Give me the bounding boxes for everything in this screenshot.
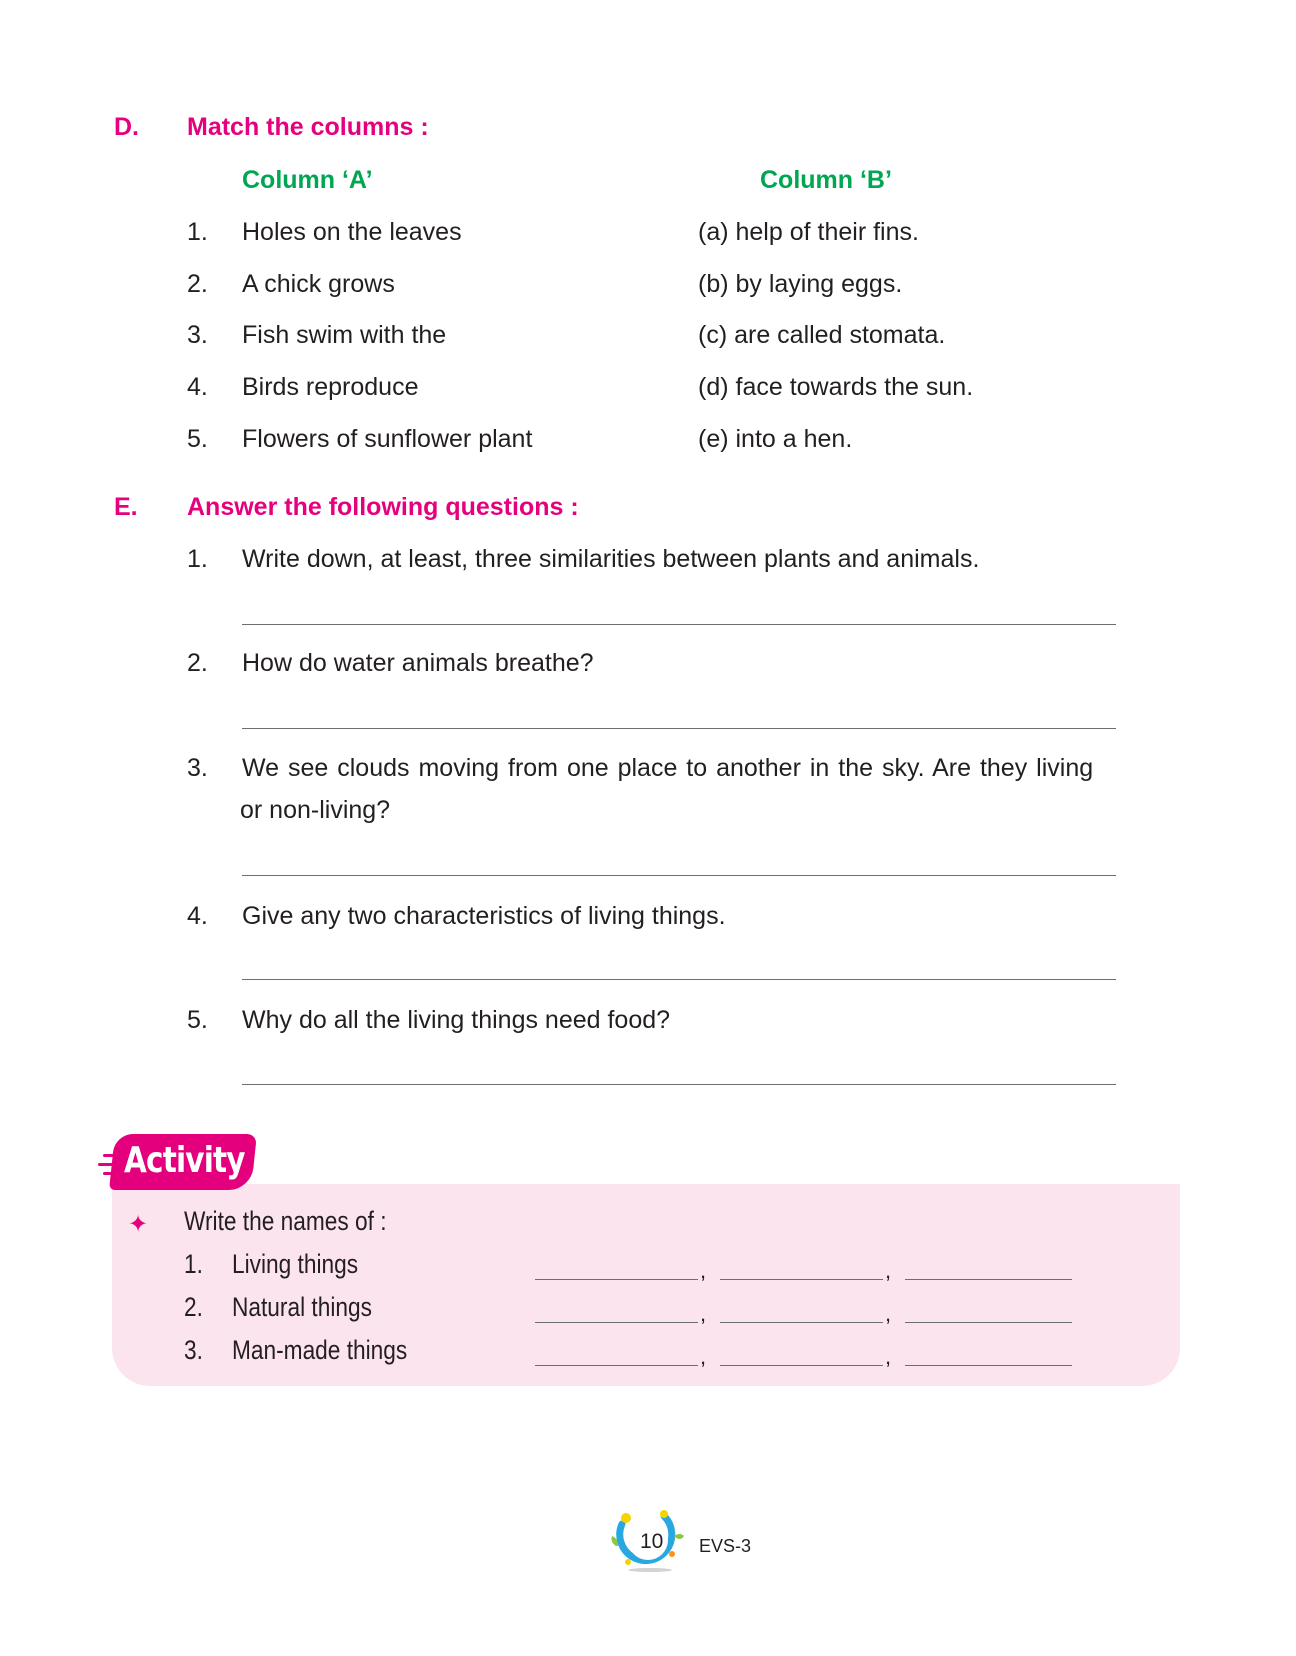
activity-item-number: 2. (184, 1292, 203, 1322)
blank-line[interactable] (720, 1279, 883, 1280)
column-b-header: Column ‘B’ (760, 166, 892, 194)
activity-item-label: Man-made things (232, 1335, 408, 1365)
column-b-item: (b) by laying eggs. (698, 270, 903, 298)
column-a-header: Column ‘A’ (242, 166, 373, 194)
comma: , (885, 1344, 892, 1369)
activity-instruction: Write the names of : (184, 1206, 387, 1236)
answer-line[interactable] (242, 979, 1116, 980)
column-b-item: (e) into a hen. (698, 425, 853, 453)
page-number: 10 (640, 1530, 664, 1553)
question-number: 5. (187, 1006, 208, 1034)
section-e-letter: E. (114, 493, 138, 521)
section-d-title: Match the columns : (187, 113, 429, 141)
section-e-title: Answer the following questions : (187, 493, 579, 521)
question-text: Give any two characteristics of living things. (242, 902, 726, 930)
comma: , (885, 1301, 892, 1326)
column-a-item: Birds reproduce (242, 373, 419, 401)
answer-line[interactable] (242, 728, 1116, 729)
question-number: 3. (187, 754, 208, 782)
row-number: 1. (187, 218, 208, 246)
blank-line[interactable] (905, 1365, 1072, 1366)
answer-line[interactable] (242, 624, 1116, 625)
column-b-item: (c) are called stomata. (698, 321, 946, 349)
answer-line[interactable] (242, 875, 1116, 876)
question-number: 1. (187, 545, 208, 573)
comma: , (700, 1301, 707, 1326)
question-text: How do water animals breathe? (242, 649, 594, 677)
activity-item-label: Natural things (232, 1292, 372, 1322)
blank-line[interactable] (720, 1365, 883, 1366)
comma: , (885, 1258, 892, 1283)
comma: , (700, 1258, 707, 1283)
column-a-item: Holes on the leaves (242, 218, 462, 246)
column-a-item: Fish swim with the (242, 321, 447, 349)
answer-line[interactable] (242, 1084, 1116, 1085)
question-number: 2. (187, 649, 208, 677)
row-number: 3. (187, 321, 208, 349)
comma: , (700, 1344, 707, 1369)
column-a-item: Flowers of sunflower plant (242, 425, 533, 453)
section-d-letter: D. (114, 113, 139, 141)
activity-item-number: 3. (184, 1335, 203, 1365)
activity-tag-label: Activity (124, 1140, 245, 1181)
book-code: EVS-3 (699, 1536, 752, 1556)
question-number: 4. (187, 902, 208, 930)
column-b-item: (a) help of their fins. (698, 218, 919, 246)
column-a-item: A chick grows (242, 270, 395, 298)
row-number: 4. (187, 373, 208, 401)
blank-line[interactable] (535, 1365, 698, 1366)
row-number: 5. (187, 425, 208, 453)
question-text: We see clouds moving from one place to another in the sky. Are they living (242, 754, 1094, 782)
question-text-continued: or non-living? (240, 796, 391, 824)
blank-line[interactable] (535, 1279, 698, 1280)
activity-item-label: Living things (232, 1249, 359, 1279)
star-bullet-icon: ✦ (128, 1211, 149, 1238)
question-text: Why do all the living things need food? (242, 1006, 671, 1034)
blank-line[interactable] (905, 1322, 1072, 1323)
blank-line[interactable] (535, 1322, 698, 1323)
row-number: 2. (187, 270, 208, 298)
blank-line[interactable] (720, 1322, 883, 1323)
blank-line[interactable] (905, 1279, 1072, 1280)
question-text: Write down, at least, three similarities between plants and animals. (242, 545, 980, 573)
activity-item-number: 1. (184, 1249, 203, 1279)
column-b-item: (d) face towards the sun. (698, 373, 974, 401)
